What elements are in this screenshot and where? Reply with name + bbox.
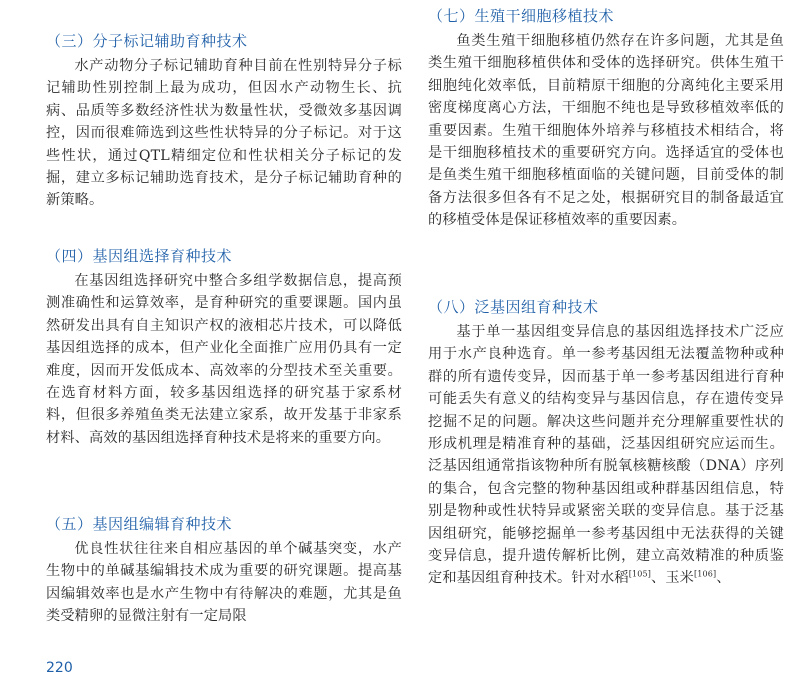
paragraph-text: 、玉米 [651, 570, 695, 587]
section-heading: （八）泛基因组育种技术 [428, 298, 599, 316]
citation-ref[interactable]: [105] [628, 569, 651, 579]
paragraph-text: 、 [716, 570, 731, 587]
paragraph-text: 基于单一基因组变异信息的基因组选择技术广泛应用于水产良种选育。单一参考基因组无法覆盖物种或种群的所有遗传变异，因而基于单一参考基因组进行育种可能丢失有意义的结构变异与基因信息，存在遗传变异挖掘不足的问题。解决这些问题并充分理解重要性状的形成机理是精准育种的基础，泛基因组研究应运而生。泛基因组通常指该物种所有脱氧核糖核酸（DNA）序列的集合，包含完整的物种基因组或种群基因组信息，特别是物种或性状特异或紧密关联的变异信息。基于泛基因组研究，能够挖掘单一参考基因组中无法获得的关键变异信息，提升遗传解析比例，建立高效精准的种质鉴定和基因组育种技术。针对水稻 [428, 324, 784, 587]
citation-ref[interactable]: [106] [694, 569, 717, 579]
section-heading: （三）分子标记辅助育种技术 [46, 32, 248, 50]
section-paragraph: 优良性状往往来自相应基因的单个碱基突变，水产生物中的单碱基编辑技术成为重要的研究课题。提高基因编辑效率也是水产生物中有待解决的难题，尤其是鱼类受精卵的显微注射有一定局限 [46, 541, 402, 625]
section-paragraph: 在基因组选择研究中整合多组学数据信息，提高预测准确性和运算效率，是育种研究的重要课题。国内虽然研发出具有自主知识产权的液相芯片技术，可以降低基因组选择的成本，但产业化全面推广应用仍具有一定难度，因而开发低成本、高效率的分型技术至关重要。在选育材料方面，较多基因组选择的研究基于家系材料，但很多养殖鱼类无法建立家系，故开发基于非家系材料、高效的基因组选择育种技术是将来的重要方向。 [46, 273, 402, 446]
section-molecular-marker [46, 31, 402, 212]
section-paragraph: 水产动物分子标记辅助育种目前在性别特异分子标记辅助性别控制上最为成功，但因水产动物生长、抗病、品质等多数经济性状为数量性状，受微效多基因调控，因而很难筛选到这些性状特异的分子标记。对于这些性状，通过QTL精细定位和性状相关分子标记的发掘，建立多标记辅助选育技术，是分子标记辅助育种的新策略。 [46, 58, 402, 209]
section-genomic-selection [46, 246, 402, 449]
section-germline-stem-cell [428, 6, 784, 232]
section-heading: （五）基因组编辑育种技术 [46, 515, 233, 533]
section-heading: （四）基因组选择育种技术 [46, 247, 233, 265]
section-heading: （七）生殖干细胞移植技术 [428, 7, 615, 25]
section-paragraph: 鱼类生殖干细胞移植仍然存在许多问题，尤其是鱼类生殖干细胞移植供体和受体的选择研究。供体生殖干细胞纯化效率低，目前精原干细胞的分离纯化主要采用密度梯度离心方法，干细胞不纯也是导致移植效率低的重要因素。生殖干细胞体外培养与移植技术相结合，将是干细胞移植技术的重要研究方向。选择适宜的受体也是鱼类生殖干细胞移植面临的关键问题，目前受体的制备方法很多但各有不足之处，根据研究目的制备最适宜的移植受体是保证移植效率的重要因素。 [428, 33, 784, 229]
section-paragraph [428, 321, 784, 590]
section-genome-editing [46, 514, 402, 628]
section-pan-genome [428, 297, 784, 590]
page-number: 220 [46, 660, 73, 676]
